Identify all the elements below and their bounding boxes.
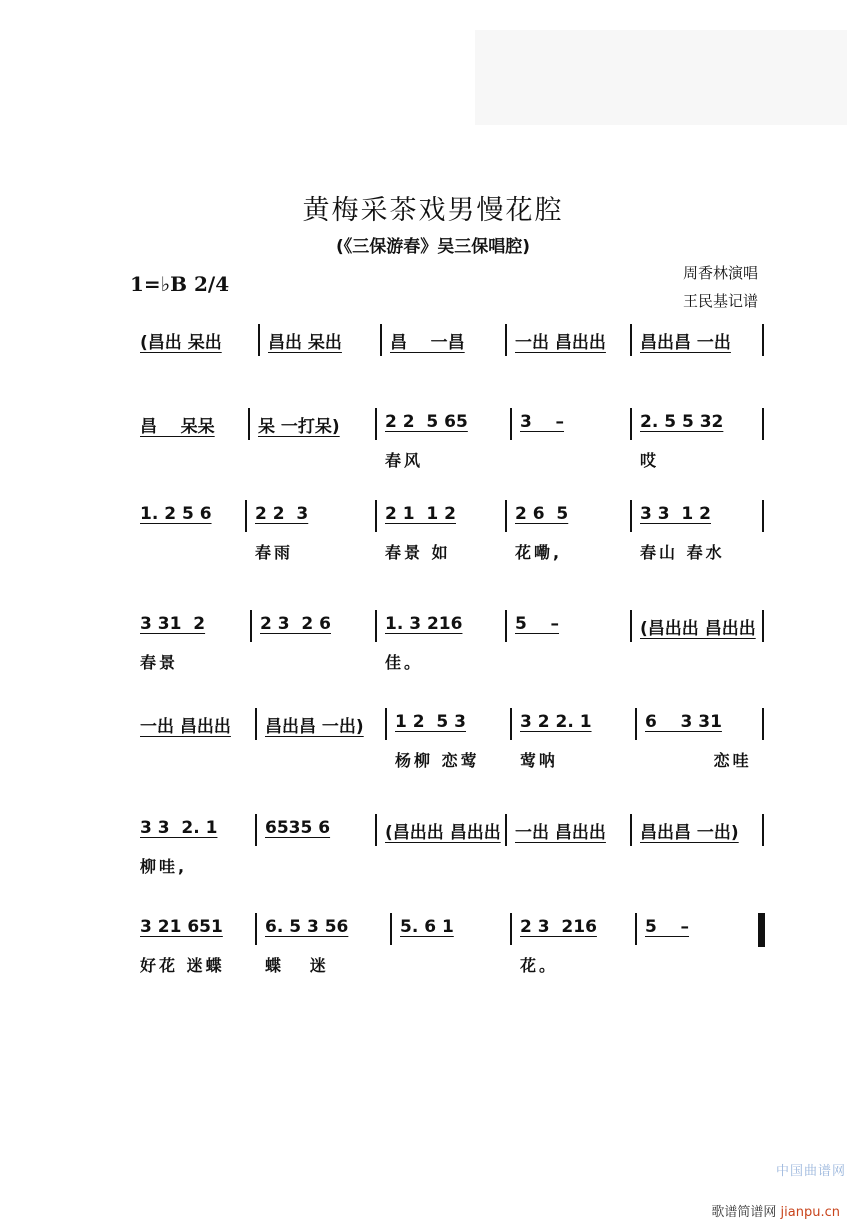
measure-notes: 2 3 2 6 — [260, 614, 331, 634]
measure-lyrics: 柳哇, — [140, 857, 188, 876]
watermark-site-name: 歌谱简谱网 — [711, 1205, 777, 1220]
bar-line — [762, 708, 764, 740]
final-bar-line — [758, 913, 765, 947]
bar-line — [255, 814, 257, 846]
measure-lyrics: 花。 — [520, 956, 559, 975]
bar-line — [505, 500, 507, 532]
measure-notes: 2 2 5 65 — [385, 412, 468, 432]
bar-line — [248, 408, 250, 440]
score-system — [130, 333, 765, 396]
measure-notes: 3 3 2. 1 — [140, 818, 218, 838]
bar-line — [245, 500, 247, 532]
measure-notes: (昌出出 昌出出 — [640, 619, 756, 639]
measure-notes: 昌出昌 一出) — [640, 823, 739, 843]
page-title: 黄梅采茶戏男慢花腔 — [302, 195, 564, 226]
measure-notes: 2 2 3 — [255, 504, 309, 524]
watermark-site — [711, 1201, 840, 1220]
bar-line — [375, 610, 377, 642]
measure-notes: 6535 6 — [265, 818, 331, 838]
measure-notes: 昌出昌 一出 — [640, 333, 731, 353]
measure-notes: 昌 呆呆 — [140, 417, 215, 437]
score-system — [130, 917, 765, 985]
measure-notes: 6 3 31 — [645, 712, 722, 732]
measure-notes: 3 31 2 — [140, 614, 206, 634]
measure-notes: 3 – — [520, 412, 565, 432]
measure-notes: 一出 昌出出 — [140, 717, 231, 737]
measure-notes: 1. 2 5 6 — [140, 504, 212, 524]
bar-line — [630, 814, 632, 846]
measure-notes: 一出 昌出出 — [515, 333, 606, 353]
bar-line — [762, 324, 764, 356]
measure-lyrics: 佳。 — [385, 653, 424, 672]
bar-line — [630, 408, 632, 440]
measure-lyrics: 春风 — [385, 451, 424, 470]
measure-notes: 2 3 216 — [520, 917, 597, 937]
bar-line — [510, 913, 512, 945]
score-system — [130, 712, 765, 780]
bar-line — [255, 708, 257, 740]
bar-line — [375, 814, 377, 846]
measure-notes: 5. 6 1 — [400, 917, 454, 937]
measure-notes: (昌出出 昌出出 — [385, 823, 501, 843]
bar-line — [635, 913, 637, 945]
measure-notes: 5 – — [515, 614, 560, 634]
measure-lyrics: 恋哇 — [645, 751, 752, 770]
bar-line — [258, 324, 260, 356]
measure-notes: 6. 5 3 56 — [265, 917, 349, 937]
measure-lyrics: 好花 迷蝶 — [140, 956, 225, 975]
measure-lyrics: 春景 — [140, 653, 179, 672]
bar-line — [390, 913, 392, 945]
score-system — [130, 818, 765, 886]
key-signature: 1=♭B 2/4 — [130, 272, 230, 296]
measure-lyrics: 莺呐 — [520, 751, 559, 770]
singer-credit: 周香林演唱 — [682, 264, 758, 282]
bar-line — [630, 500, 632, 532]
bar-line — [510, 408, 512, 440]
measure-notes: 1 2 5 3 — [395, 712, 466, 732]
measure-lyrics: 蝶 迷 — [265, 956, 329, 975]
bar-line — [635, 708, 637, 740]
measure-lyrics: 杨柳 恋莺 — [395, 751, 480, 770]
measure-notes: 一出 昌出出 — [515, 823, 606, 843]
measure-notes: 2. 5 5 32 — [640, 412, 724, 432]
bar-line — [380, 324, 382, 356]
measure-notes: 呆 一打呆) — [258, 417, 340, 437]
bar-line — [375, 500, 377, 532]
score-system — [130, 614, 765, 682]
measure-notes: (昌出 呆出 — [140, 333, 222, 353]
transcriber-credit: 王民基记谱 — [682, 292, 758, 310]
bar-line — [505, 814, 507, 846]
bar-line — [505, 610, 507, 642]
bar-line — [255, 913, 257, 945]
bar-line — [630, 324, 632, 356]
measure-lyrics: 春山 春水 — [640, 543, 725, 562]
blank-header-area — [475, 30, 847, 125]
bar-line — [510, 708, 512, 740]
measure-notes: 昌出 呆出 — [268, 333, 342, 353]
bar-line — [375, 408, 377, 440]
measure-lyrics: 花嘞, — [515, 543, 563, 562]
measure-lyrics: 哎 — [640, 451, 660, 470]
bar-line — [762, 814, 764, 846]
measure-notes: 2 6 5 — [515, 504, 569, 524]
measure-notes: 昌出昌 一出) — [265, 717, 364, 737]
measure-notes: 2 1 1 2 — [385, 504, 456, 524]
bar-line — [630, 610, 632, 642]
measure-notes: 3 3 1 2 — [640, 504, 711, 524]
measure-lyrics: 春雨 — [255, 543, 294, 562]
measure-notes: 1. 3 216 — [385, 614, 463, 634]
watermark-url: jianpu.cn — [780, 1205, 840, 1220]
measure-notes: 5 – — [645, 917, 690, 937]
measure-notes: 昌 一昌 — [390, 333, 465, 353]
score-system — [130, 504, 765, 572]
watermark-logo: 中国曲谱网 — [775, 1164, 846, 1179]
bar-line — [762, 610, 764, 642]
score-system — [130, 412, 765, 480]
bar-line — [505, 324, 507, 356]
measure-lyrics: 春景 如 — [385, 543, 451, 562]
measure-notes: 3 2 2. 1 — [520, 712, 592, 732]
bar-line — [385, 708, 387, 740]
bar-line — [250, 610, 252, 642]
subtitle: (《三保游春》吴三保唱腔) — [335, 237, 531, 257]
bar-line — [762, 500, 764, 532]
measure-notes: 3 21 651 — [140, 917, 223, 937]
bar-line — [762, 408, 764, 440]
